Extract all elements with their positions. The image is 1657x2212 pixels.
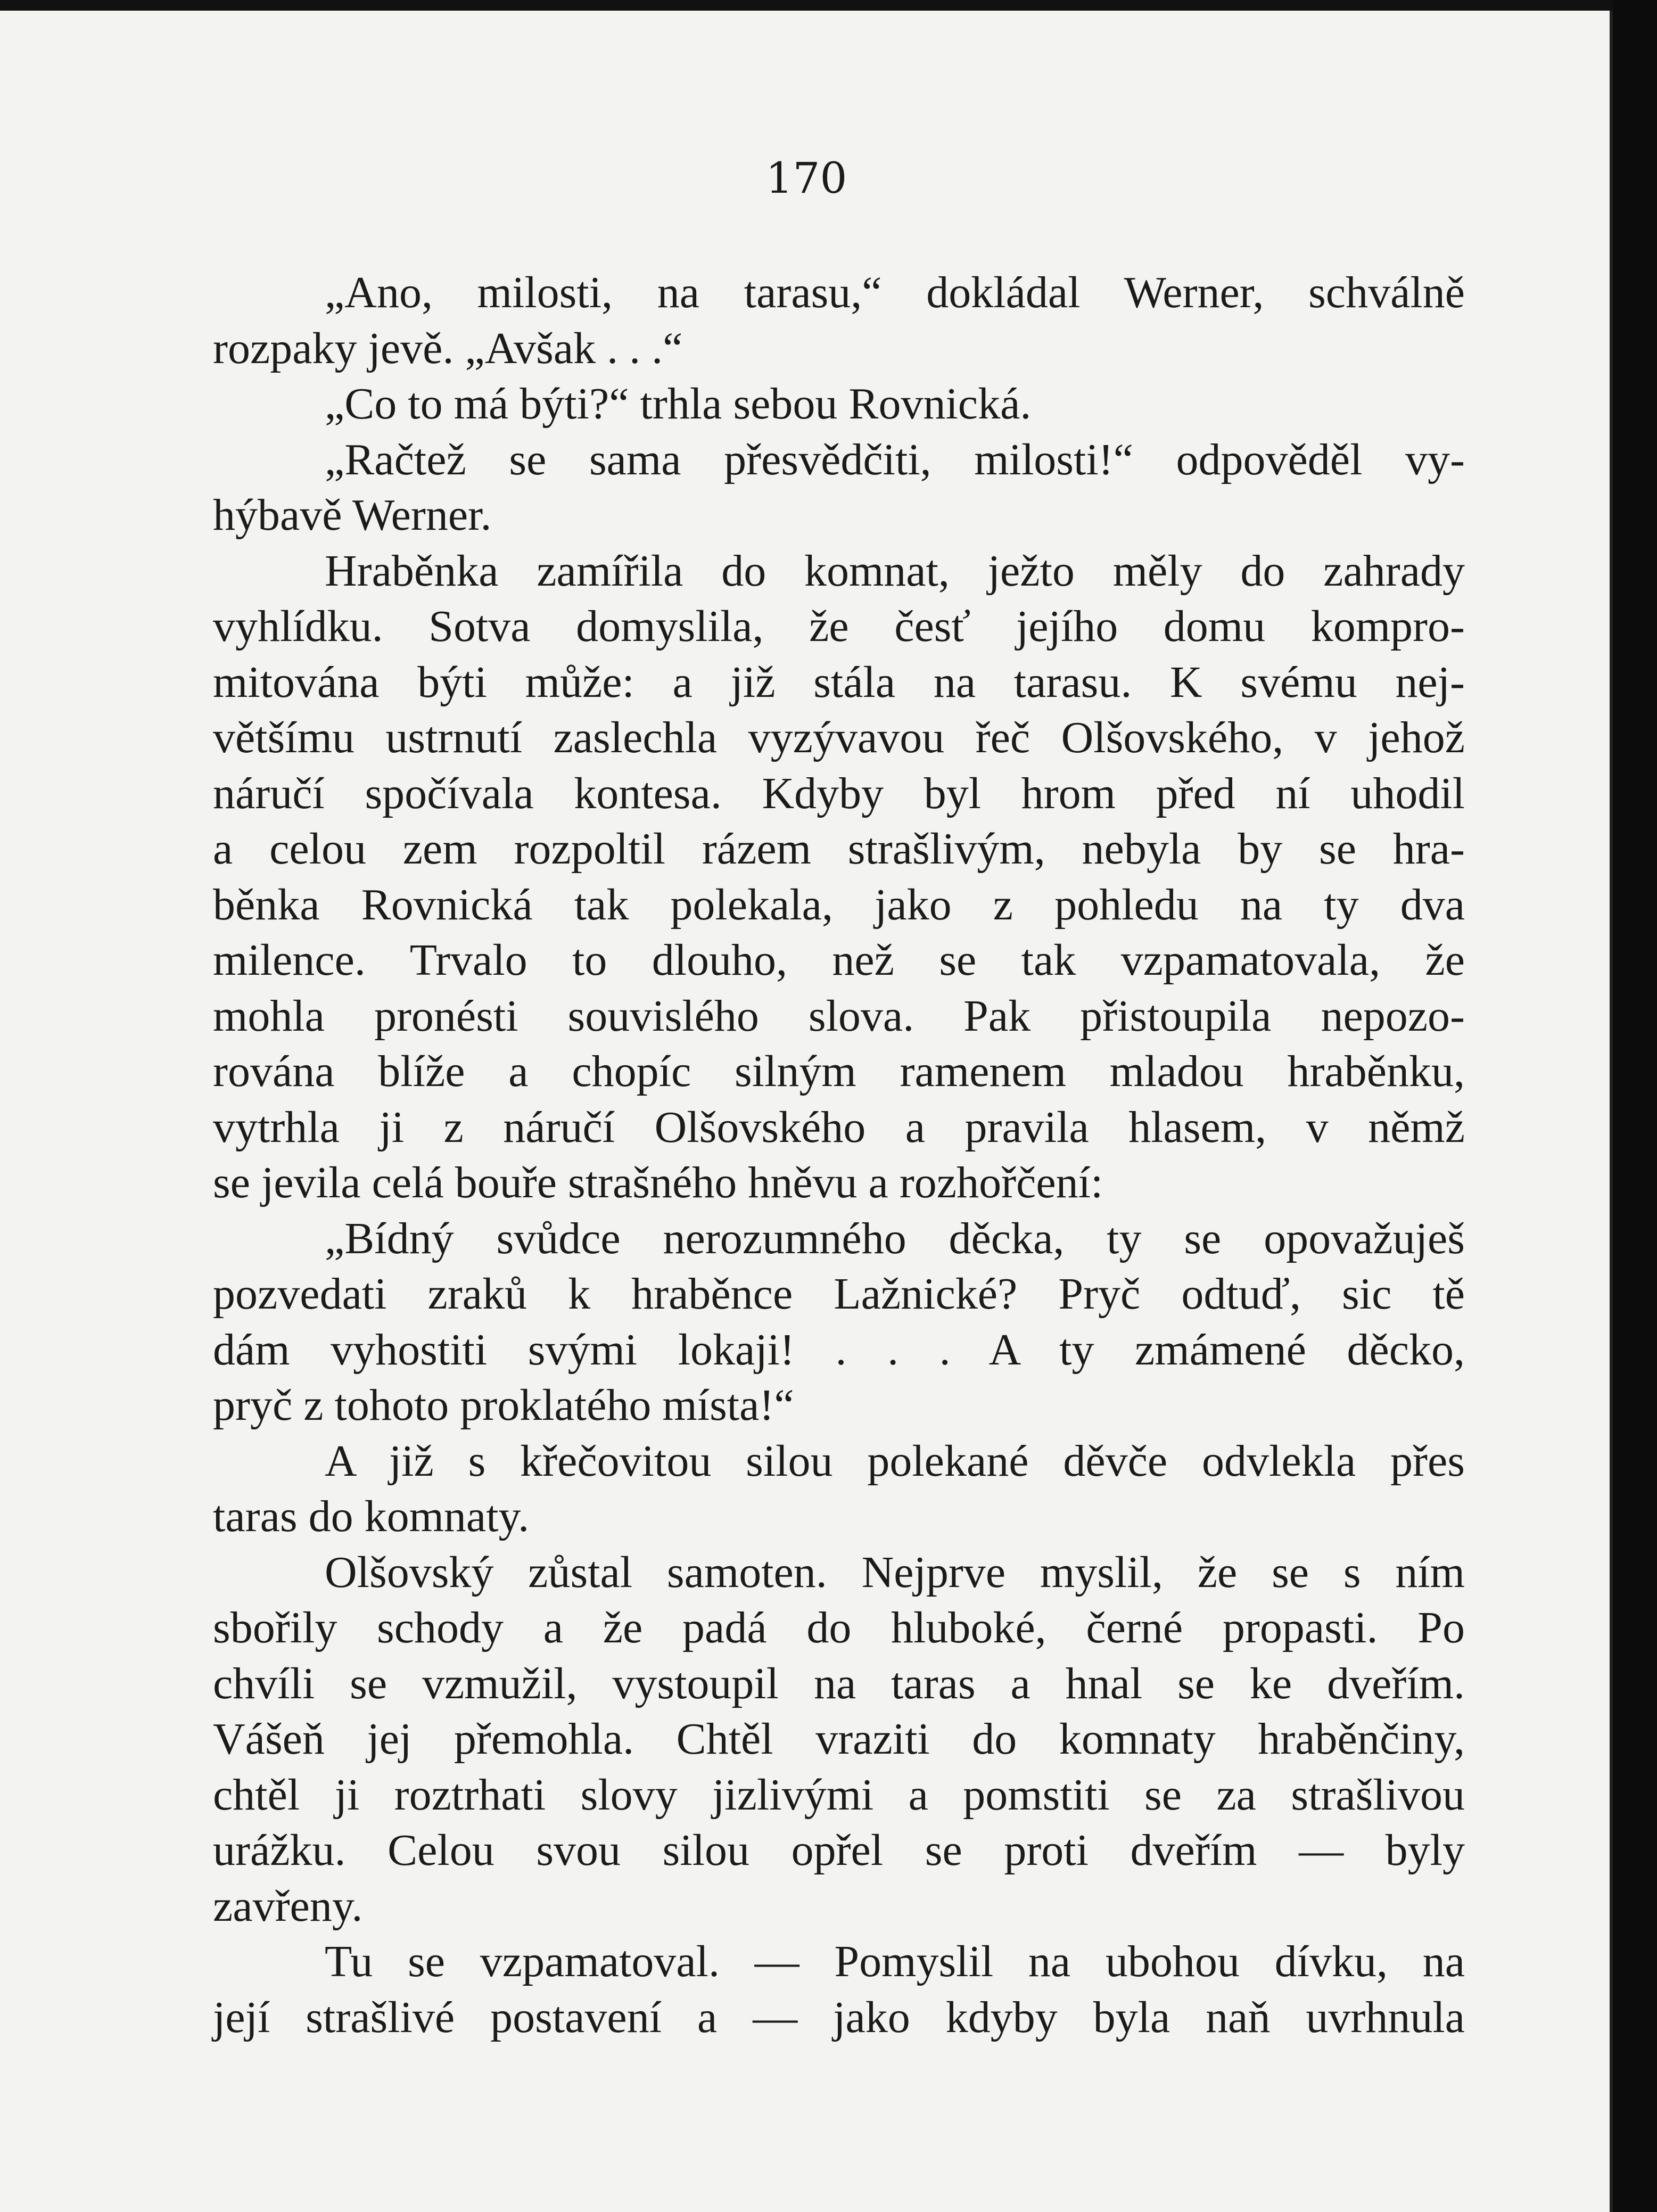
text-line: se jevila celá bouře strašného hněvu a rozhořčení: — [213, 1158, 1103, 1207]
text-line: „Bídný svůdce nerozumného děcka, ty se opovažuješ — [325, 1213, 1465, 1263]
text-line: většímu ustrnutí zaslechla vyzývavou řeč Olšovského, v jehož — [213, 713, 1465, 762]
text-line: Tu se vzpamatoval. — Pomyslil na ubohou dívku, na — [325, 1937, 1465, 1986]
text-line: vyhlídku. Sotva domyslila, že česť jejího domu kompro- — [213, 602, 1465, 651]
text-line: „Co to má býti?“ trhla sebou Rovnická. — [325, 379, 1032, 429]
text-line: vytrhla ji z náručí Olšovského a pravila hlasem, v němž — [213, 1102, 1465, 1152]
text-line: mitována býti může: a již stála na tarasu. K svému nej- — [213, 657, 1465, 707]
book-page — [0, 11, 1613, 2212]
text-line: zavřeny. — [213, 1881, 363, 1931]
text-line: milence. Trvalo to dlouho, než se tak vzpamatovala, že — [213, 935, 1465, 985]
scan-edge-top — [0, 0, 1657, 12]
text-line: chtěl ji roztrhati slovy jizlivými a pomstiti se za strašlivou — [213, 1770, 1465, 1820]
text-line: Vášeň jej přemohla. Chtěl vraziti do komnaty hraběnčiny, — [213, 1714, 1465, 1764]
body-text — [213, 265, 1465, 2045]
text-line: rována blíže a chopíc silným ramenem mladou hraběnku, — [213, 1047, 1465, 1096]
text-line: sbořily schody a že padá do hluboké, černé propasti. Po — [213, 1603, 1465, 1652]
text-line: náručí spočívala kontesa. Kdyby byl hrom před ní uhodil — [213, 768, 1465, 818]
text-line: dám vyhostiti svými lokaji! . . . A ty zmámené děcko, — [213, 1325, 1465, 1375]
text-line: a celou zem rozpoltil rázem strašlivým, nebyla by se hra- — [213, 824, 1465, 874]
text-line: pryč z tohoto proklatého místa!“ — [213, 1380, 794, 1430]
text-line: hýbavě Werner. — [213, 490, 492, 540]
text-line: „Ano, milosti, na tarasu,“ dokládal Werner, schválně — [325, 268, 1465, 317]
text-line: rozpaky jevě. „Avšak . . .“ — [213, 323, 683, 373]
text-line: A již s křečovitou silou polekané děvče odvlekla přes — [325, 1436, 1465, 1486]
scan-edge-right — [1613, 0, 1657, 2212]
text-line: Hraběnka zamířila do komnat, ježto měly do zahrady — [325, 546, 1465, 596]
text-line: Olšovský zůstal samoten. Nejprve myslil, že se s ním — [325, 1547, 1465, 1597]
text-line: pozvedati zraků k hraběnce Lažnické? Pryč odtuď, sic tě — [213, 1269, 1465, 1319]
text-line: urážku. Celou svou silou opřel se proti dveřím — byly — [213, 1825, 1465, 1875]
text-line: běnka Rovnická tak polekala, jako z pohledu na ty dva — [213, 879, 1465, 930]
text-line: chvíli se vzmužil, vystoupil na taras a hnal se ke dveřím. — [213, 1658, 1465, 1708]
text-line: taras do komnaty. — [213, 1492, 530, 1541]
text-line: „Račtež se sama přesvědčiti, milosti!“ odpověděl vy- — [325, 434, 1465, 484]
text-line: její strašlivé postavení a — jako kdyby byla naň uvrhnula — [213, 1992, 1465, 2042]
text-line: mohla pronésti souvislého slova. Pak přistoupila nepozo- — [213, 991, 1465, 1041]
page-number: 170 — [765, 153, 847, 203]
